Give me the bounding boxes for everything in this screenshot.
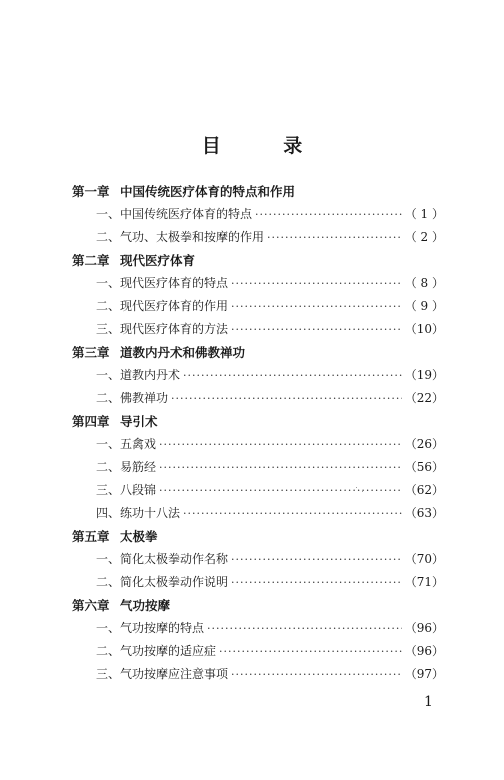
toc-entry bbox=[72, 364, 444, 387]
entry-label: 一、现代医疗体育的特点 bbox=[96, 276, 229, 290]
toc-entry bbox=[72, 548, 444, 571]
chapter-heading bbox=[72, 180, 444, 203]
toc-entry bbox=[72, 295, 444, 318]
chapter-heading bbox=[72, 410, 444, 433]
chapter-number: 第二章 bbox=[72, 253, 110, 268]
dot-leader bbox=[183, 364, 402, 387]
entry-page: （71） bbox=[404, 575, 444, 589]
toc-entry bbox=[72, 433, 444, 456]
chapter-heading bbox=[72, 525, 444, 548]
entry-label: 一、气功按摩的特点 bbox=[96, 621, 205, 635]
chapter-heading bbox=[72, 341, 444, 364]
dot-leader bbox=[231, 571, 402, 594]
chapter-heading bbox=[72, 249, 444, 272]
chapter-number: 第四章 bbox=[72, 414, 110, 429]
entry-page: （ 8 ） bbox=[404, 276, 444, 290]
dot-leader bbox=[267, 226, 402, 249]
dot-leader bbox=[219, 640, 402, 663]
toc-entry bbox=[72, 479, 444, 502]
dot-leader bbox=[231, 272, 402, 295]
scan-speck bbox=[356, 487, 357, 488]
entry-page: （70） bbox=[404, 552, 444, 566]
dot-leader bbox=[183, 502, 402, 525]
table-of-contents bbox=[72, 180, 444, 686]
chapter-heading bbox=[72, 594, 444, 617]
toc-entry bbox=[72, 226, 444, 249]
toc-entry bbox=[72, 663, 444, 686]
entry-page: （10） bbox=[404, 322, 444, 336]
dot-leader bbox=[231, 663, 402, 686]
toc-entry bbox=[72, 203, 444, 226]
dot-leader bbox=[171, 387, 402, 410]
entry-page: （96） bbox=[404, 644, 444, 658]
toc-entry bbox=[72, 617, 444, 640]
chapter-number: 第六章 bbox=[72, 598, 110, 613]
entry-page: （22） bbox=[404, 391, 444, 405]
dot-leader bbox=[231, 318, 402, 341]
chapter-number: 第三章 bbox=[72, 345, 110, 360]
chapter-title: 道教内丹术和佛教禅功 bbox=[120, 345, 246, 360]
entry-label: 一、五禽戏 bbox=[96, 437, 157, 451]
entry-label: 三、气功按摩应注意事项 bbox=[96, 667, 229, 681]
entry-page: （ 9 ） bbox=[404, 299, 444, 313]
chapter-title: 现代医疗体育 bbox=[120, 253, 196, 268]
entry-label: 三、八段锦 bbox=[96, 483, 157, 497]
entry-label: 四、练功十八法 bbox=[96, 506, 181, 520]
toc-entry bbox=[72, 318, 444, 341]
dot-leader bbox=[159, 433, 402, 456]
dot-leader bbox=[231, 548, 402, 571]
entry-page: （63） bbox=[404, 506, 444, 520]
toc-entry bbox=[72, 640, 444, 663]
page-title: 目 录 bbox=[201, 135, 331, 157]
entry-page: （97） bbox=[404, 667, 444, 681]
dot-leader bbox=[159, 456, 402, 479]
entry-page: （26） bbox=[404, 437, 444, 451]
entry-page: （ 1 ） bbox=[404, 207, 444, 221]
entry-label: 二、易筋经 bbox=[96, 460, 157, 474]
chapter-title: 太极拳 bbox=[120, 529, 158, 544]
chapter-number: 第五章 bbox=[72, 529, 110, 544]
toc-entry bbox=[72, 571, 444, 594]
chapter-title: 中国传统医疗体育的特点和作用 bbox=[120, 184, 296, 199]
toc-entry bbox=[72, 387, 444, 410]
dot-leader bbox=[207, 617, 402, 640]
dot-leader bbox=[231, 295, 402, 318]
entry-label: 三、现代医疗体育的方法 bbox=[96, 322, 229, 336]
toc-entry bbox=[72, 456, 444, 479]
entry-label: 二、气功按摩的适应症 bbox=[96, 644, 217, 658]
chapter-number: 第一章 bbox=[72, 184, 110, 199]
entry-page: （ 2 ） bbox=[404, 230, 444, 244]
toc-entry bbox=[72, 502, 444, 525]
entry-label: 一、中国传统医疗体育的特点 bbox=[96, 207, 253, 221]
entry-label: 一、道教内丹术 bbox=[96, 368, 181, 382]
entry-page: （56） bbox=[404, 460, 444, 474]
entry-page: （62） bbox=[404, 483, 444, 497]
entry-page: （96） bbox=[404, 621, 444, 635]
entry-label: 二、气功、太极拳和按摩的作用 bbox=[96, 230, 265, 244]
page-number: 1 bbox=[424, 694, 433, 710]
dot-leader bbox=[255, 203, 402, 226]
dot-leader bbox=[159, 479, 402, 502]
entry-label: 一、简化太极拳动作名称 bbox=[96, 552, 229, 566]
entry-label: 二、佛教禅功 bbox=[96, 391, 169, 405]
entry-label: 二、现代医疗体育的作用 bbox=[96, 299, 229, 313]
chapter-title: 导引术 bbox=[120, 414, 158, 429]
scan-speck bbox=[362, 491, 363, 492]
entry-page: （19） bbox=[404, 368, 444, 382]
entry-label: 二、简化太极拳动作说明 bbox=[96, 575, 229, 589]
chapter-title: 气功按摩 bbox=[120, 598, 171, 613]
toc-entry bbox=[72, 272, 444, 295]
